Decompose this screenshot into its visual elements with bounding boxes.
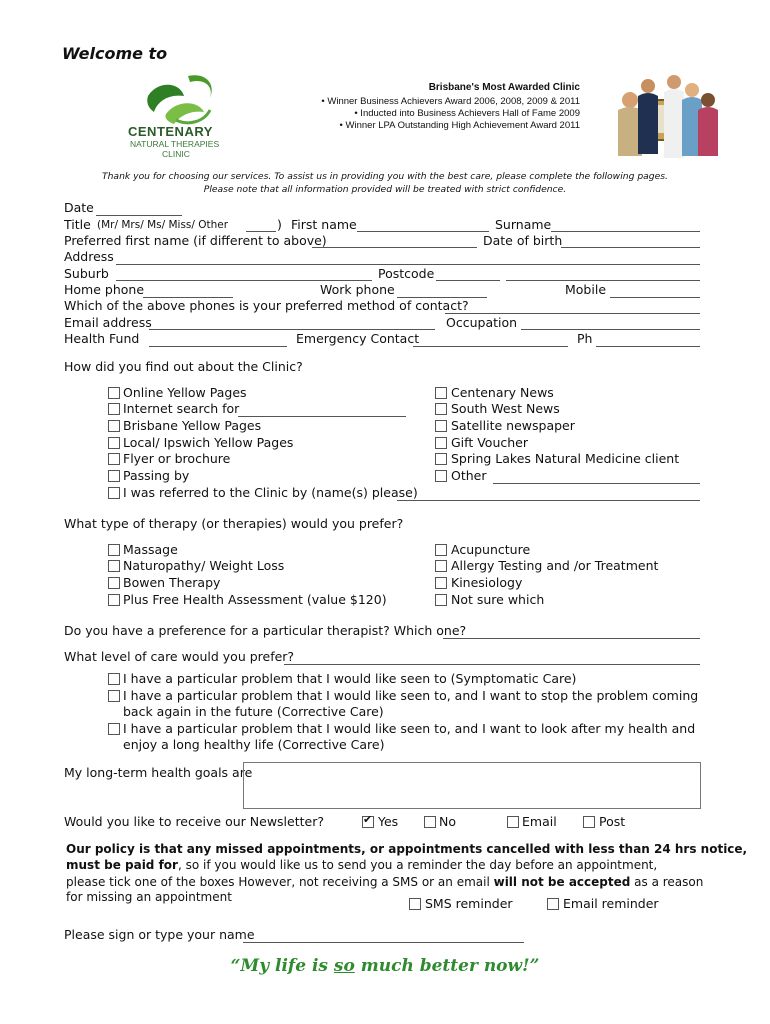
suburb-field[interactable] (116, 266, 372, 281)
health-fund-label: Health Fund (64, 331, 140, 346)
policy-line-4: for missing an appointment (66, 890, 232, 904)
checkbox-gift-voucher[interactable] (435, 437, 447, 449)
therapist-field[interactable] (443, 624, 700, 639)
option-label: Kinesiology (451, 575, 523, 590)
checkbox-local-ipswich-yellow-pages[interactable] (108, 437, 120, 449)
work-phone-field[interactable] (397, 283, 487, 298)
therapy-question: What type of therapy (or therapies) would you prefer? (64, 516, 404, 531)
option-label: Bowen Therapy (123, 575, 221, 590)
sms-reminder-label: SMS reminder (425, 896, 513, 911)
goals-label: My long-term health goals are (64, 765, 253, 780)
other-field[interactable] (493, 469, 700, 484)
policy-line-2 (66, 857, 657, 873)
care-option-2-cont: back again in the future (Corrective Care) (123, 704, 384, 719)
checkbox-newsletter-email[interactable] (507, 816, 519, 828)
intro-line-1: Thank you for choosing our services. To assist us in providing you with the best care, please complete the following pages. (102, 171, 668, 182)
policy-line-3a: please tick one of the boxes However, not receiving a SMS or an email (66, 875, 494, 889)
checkbox-naturopathy[interactable] (108, 560, 120, 572)
option-label: Other (451, 468, 487, 483)
email-label: Email address (64, 315, 152, 330)
care-option-1: I have a particular problem that I would like seen to (Symptomatic Care) (123, 671, 577, 686)
option-label: Local/ Ipswich Yellow Pages (123, 435, 294, 450)
logo-sub1: NATURAL THERAPIES (130, 139, 220, 149)
award-line: • Inducted into Business Achievers Hall of Fame 2009 (354, 108, 580, 119)
checkbox-brisbane-yellow-pages[interactable] (108, 420, 120, 432)
checkbox-allergy[interactable] (435, 560, 447, 572)
email-field[interactable] (149, 315, 435, 330)
mobile-field[interactable] (610, 283, 700, 298)
checkbox-centenary-news[interactable] (435, 387, 447, 399)
care-option-3-cont: enjoy a long healthy life (Corrective Care) (123, 737, 385, 752)
option-label: Internet search for (123, 401, 240, 416)
newsletter-post-label: Post (599, 814, 626, 829)
title-label: Title (64, 217, 91, 232)
checkbox-internet-search[interactable] (108, 403, 120, 415)
newsletter-no-label: No (439, 814, 456, 829)
occupation-label: Occupation (446, 315, 518, 330)
checkbox-symptomatic-care[interactable] (108, 673, 120, 685)
checkbox-newsletter-yes[interactable] (362, 816, 374, 828)
title-close: ) (277, 217, 282, 232)
care-field[interactable] (284, 650, 700, 665)
care-option-2: I have a particular problem that I would like seen to, and I want to stop the problem coming (123, 688, 699, 703)
sign-field[interactable] (243, 928, 524, 943)
option-label: I was referred to the Clinic by (name(s) please) (123, 485, 418, 500)
date-label: Date (64, 200, 94, 215)
checkbox-newsletter-no[interactable] (424, 816, 436, 828)
logo-sub2: CLINIC (162, 149, 190, 159)
checkbox-bowen[interactable] (108, 577, 120, 589)
checkbox-corrective-care-2[interactable] (108, 723, 120, 735)
email-reminder-label: Email reminder (563, 896, 659, 911)
emergency-field[interactable] (413, 332, 568, 347)
checkbox-satellite-newspaper[interactable] (435, 420, 447, 432)
dob-field[interactable] (561, 233, 700, 248)
staff-photo (612, 70, 718, 162)
option-label: Allergy Testing and /or Treatment (451, 558, 659, 573)
checkbox-corrective-care-1[interactable] (108, 690, 120, 702)
dob-label: Date of birth (483, 233, 563, 248)
suburb-label: Suburb (64, 266, 109, 281)
home-phone-label: Home phone (64, 282, 145, 297)
leaf-logo-icon (118, 70, 238, 128)
policy-line-3c: as a reason (630, 875, 704, 889)
checkbox-newsletter-post[interactable] (583, 816, 595, 828)
preferred-phone-label: Which of the above phones is your preferred method of contact? (64, 298, 469, 313)
newsletter-yes-label: Yes (378, 814, 399, 829)
option-label: Gift Voucher (451, 435, 528, 450)
ph-label: Ph (577, 331, 593, 346)
emergency-label: Emergency Contact (296, 331, 420, 346)
sign-label: Please sign or type your name (64, 927, 255, 942)
checkbox-sms-reminder[interactable] (409, 898, 421, 910)
health-fund-field[interactable] (149, 332, 287, 347)
newsletter-question: Would you like to receive our Newsletter? (64, 814, 324, 829)
date-field[interactable] (96, 201, 182, 216)
preferred-name-label: Preferred first name (if different to above) (64, 233, 327, 248)
option-label: Centenary News (451, 385, 554, 400)
first-name-label: First name (291, 217, 357, 232)
policy-line-3 (66, 874, 703, 890)
option-label: Massage (123, 542, 178, 557)
checkbox-flyer-brochure[interactable] (108, 453, 120, 465)
checkbox-online-yellow-pages[interactable] (108, 387, 120, 399)
option-label: Plus Free Health Assessment (value $120) (123, 592, 387, 607)
preferred-phone-field[interactable] (445, 299, 700, 314)
clinic-tagline: Brisbane's Most Awarded Clinic (428, 82, 580, 93)
find-out-question: How did you find out about the Clinic? (64, 359, 303, 374)
address-label: Address (64, 249, 114, 264)
option-label: Passing by (123, 468, 190, 483)
internet-search-field[interactable] (238, 402, 406, 417)
logo-name: CENTENARY (128, 124, 213, 139)
checkbox-massage[interactable] (108, 544, 120, 556)
option-label: South West News (451, 401, 560, 416)
address-field[interactable] (116, 250, 700, 265)
checkbox-other[interactable] (435, 470, 447, 482)
title-options: (Mr/ Mrs/ Ms/ Miss/ Other (97, 219, 229, 231)
surname-field[interactable] (551, 217, 700, 232)
care-option-3: I have a particular problem that I would like seen to, and I want to look after my health and (123, 721, 696, 736)
policy-line-1: Our policy is that any missed appointments, or appointments cancelled with less than 24 hrs notice, (66, 842, 748, 856)
preferred-name-field[interactable] (312, 233, 477, 248)
quote-part-1: “My life is (230, 956, 334, 976)
option-label: Online Yellow Pages (123, 385, 247, 400)
award-line: • Winner Business Achievers Award 2006, 2008, 2009 & 2011 (321, 96, 580, 107)
clinic-logo (118, 70, 238, 160)
postcode-label: Postcode (378, 266, 435, 281)
award-block (321, 82, 580, 132)
checkbox-referred[interactable] (108, 487, 120, 499)
checkbox-kinesiology[interactable] (435, 577, 447, 589)
option-label: Satellite newspaper (451, 418, 575, 433)
surname-label: Surname (495, 217, 552, 232)
option-label: Acupuncture (451, 542, 531, 557)
option-label: Not sure which (451, 592, 545, 607)
title-other-field[interactable] (246, 217, 276, 232)
occupation-field[interactable] (521, 315, 700, 330)
option-label: Spring Lakes Natural Medicine client (451, 451, 680, 466)
postcode-field[interactable] (436, 266, 500, 281)
checkbox-acupuncture[interactable] (435, 544, 447, 556)
policy-not-accepted: will not be accepted (493, 875, 631, 889)
ph-field[interactable] (596, 332, 700, 347)
work-phone-label: Work phone (320, 282, 395, 297)
award-line: • Winner LPA Outstanding High Achievement Award 2011 (339, 120, 580, 131)
checkbox-health-assessment[interactable] (108, 594, 120, 606)
policy-line-2-rest: , so if you would like us to send you a reminder the day before an appointment, (177, 858, 658, 872)
care-question: What level of care would you prefer? (64, 649, 295, 664)
footer-quote (0, 956, 770, 976)
referred-by-field[interactable] (397, 486, 700, 501)
option-label: Flyer or brochure (123, 451, 231, 466)
therapist-question: Do you have a preference for a particular therapist? Which one? (64, 623, 467, 638)
option-label: Naturopathy/ Weight Loss (123, 558, 285, 573)
checkbox-spring-lakes[interactable] (435, 453, 447, 465)
option-label: Brisbane Yellow Pages (123, 418, 262, 433)
intro-line-2: Please note that all information provided will be treated with strict confidence. (203, 184, 567, 195)
checkbox-email-reminder[interactable] (547, 898, 559, 910)
policy-must-pay: must be paid for (66, 858, 178, 872)
mobile-label: Mobile (565, 282, 607, 297)
checkbox-south-west-news[interactable] (435, 403, 447, 415)
home-phone-field[interactable] (143, 283, 233, 298)
quote-part-2: much better now!” (354, 956, 540, 976)
address-extra-field[interactable] (506, 266, 700, 281)
checkbox-passing-by[interactable] (108, 470, 120, 482)
welcome-heading: Welcome to (62, 44, 168, 63)
checkbox-not-sure[interactable] (435, 594, 447, 606)
first-name-field[interactable] (357, 217, 489, 232)
quote-so: so (333, 956, 355, 976)
newsletter-email-label: Email (522, 814, 557, 829)
goals-textarea[interactable] (243, 762, 701, 809)
